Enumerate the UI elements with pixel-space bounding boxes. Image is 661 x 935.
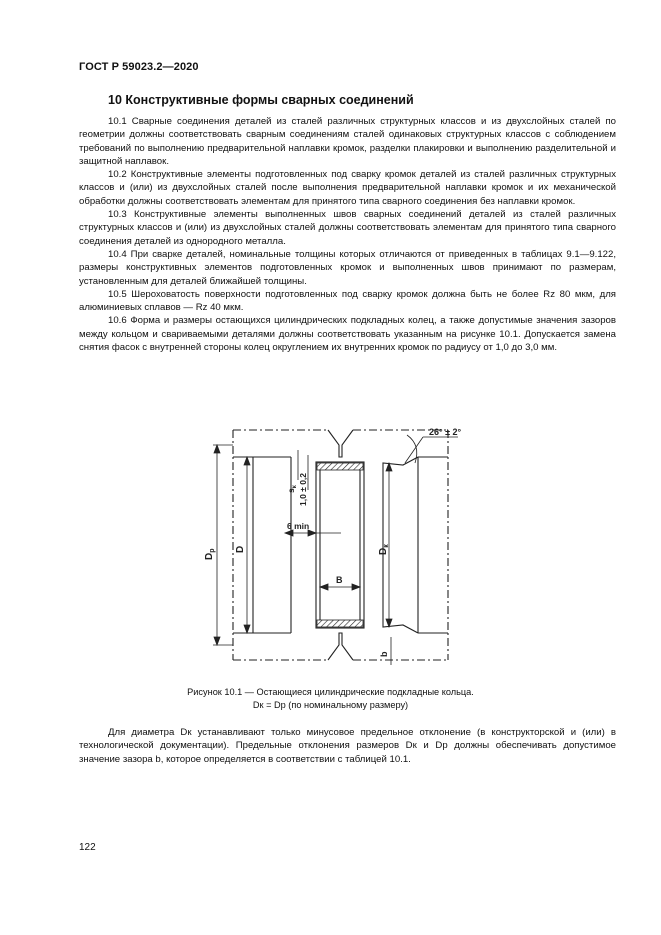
paragraph-10-1: 10.1 Сварные соединения деталей из сталей различных структурных классов и из двухслойных сталей по геометрии должны соответствовать сварным соединениям сталей одинаковых структурных классов с соблюдением требований по выполнению предварительной наплавки кромок, разделки плакировки и выполнению разделительной и защитной наплавок. — [79, 116, 616, 167]
paragraph-10-4: 10.4 При сварке деталей, номинальные толщины которых отличаются от приведенных в таблицах 9.1—9.122, размеры конструктивных элементов подготовленных кромок и выполненных швов принимают по размерам, установленным для деталей ближайшей толщины. — [79, 248, 616, 287]
figure-caption-note: Dк = Dр (по номинальному размеру) — [252, 700, 409, 710]
paragraph-10-3: 10.3 Конструктивные элементы выполненных швов сварных соединений деталей из сталей различных структурных классов и (или) из двухслойных сталей должны соответствовать элементам для принятого типа сварного соединения деталей из однородного металла. — [79, 209, 616, 247]
section-title: 10 Конструктивные формы сварных соединений — [108, 93, 414, 107]
d-label: D — [235, 545, 246, 553]
paragraph-10-6: 10.6 Форма и размеры остающихся цилиндрических подкладных колец, а также допустимые значения зазоров между кольцом и свариваемыми деталями должны соответствовать указанным на рисунке 10.1. Допускается замена снятия фасок с внутренней стороны колец округлением их внутренних кромок по радиусу от 1,0 до 3,0 мм. — [79, 315, 616, 354]
page-number: 122 — [79, 842, 96, 853]
paragraph-10-5: 10.5 Шероховатость поверхности подготовленных под сварку кромок должна быть не более Rz 80 мкм, для алюминиевых сплавов — Rz 40 мкм. — [79, 288, 616, 314]
body-text — [79, 115, 616, 354]
chamfer-label: 1,0 ± 0,2 — [298, 472, 308, 506]
figure-10-1 — [193, 415, 473, 685]
backing-ring-drawing — [193, 415, 473, 685]
angle-label: 26° ± 2° — [429, 427, 462, 437]
standard-header: ГОСТ Р 59023.2—2020 — [79, 61, 199, 73]
min-gap-label: 6 min — [287, 521, 310, 531]
b-ring-label: B — [336, 575, 343, 585]
dp-label: $D_p$ — [204, 548, 216, 560]
dk-label: $D_к$ — [378, 544, 390, 555]
paragraph-diameter-note: Для диаметра Dк устанавливают только минусовое предельное отклонение (в конструкторской и (или) в технологической документации). Предельные отклонения размеров Dк и Dр должны обеспечивать допустимое значение зазора b, которое определяется в соответствии с таблицей 10.1. — [79, 727, 616, 765]
paragraph-10-2: 10.2 Конструктивные элементы подготовленных под сварку кромок деталей из сталей различных структурных классов и (или) из двухслойных сталей после выполнения предварительной наплавки кромок и их механической обработки должны соответствовать элементам для принятого типа сварного соединения без наплавки кромок. — [79, 169, 616, 207]
b-gap-label: b — [379, 651, 389, 657]
s-k-label: $s_к$ — [286, 485, 298, 493]
figure-caption: Рисунок 10.1 — Остающиеся цилиндрические подкладные кольца. — [187, 687, 474, 697]
after-figure-text — [79, 726, 616, 766]
